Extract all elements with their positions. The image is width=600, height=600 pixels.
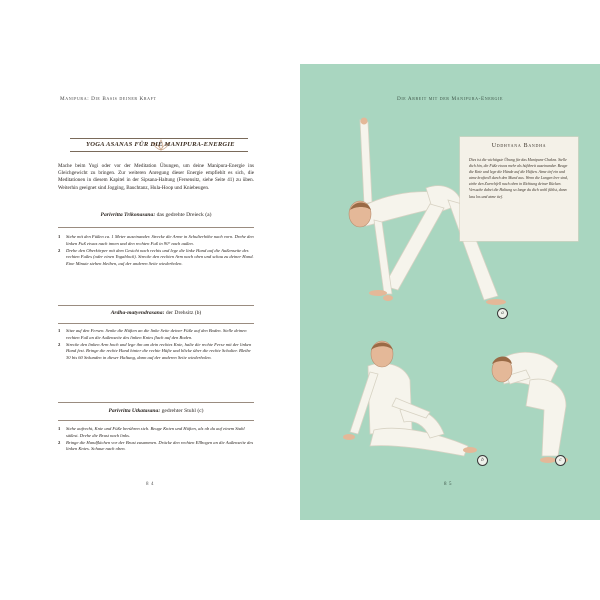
step-text: Bringe die Handflächen vor der Brust zusammen. Drücke den rechten Ellbogen an die Außenseite des linken Knies. Schaue nach oben. — [66, 439, 254, 452]
step-text: Strecke den linken Arm hoch und lege ihn um dein rechtes Knie, halte die rechte Ferse mit der linken Hand fest. Bringe die rechte Hand hinter die rechte Hüfte und blicke über die rechte Schulter. Bleibe 30 bis 60 Sekunden in dieser Haltung, dann auf der anderen Seite wiederholen. — [66, 341, 252, 361]
info-box-text: Dies ist die wichtigste Übung für das Manipura-Chakra. Stelle dich hin, die Füße etwas mehr als hüftbreit auseinander. Beuge die Knie und lege die Hände auf die Hüften. Atme tief ein und atme kraftvoll durch den Mund aus. Wenn die Lungen leer sind, ziehe den Zwerchfell nach oben in Richtung deiner Rücken. Versuche dabei die Haltung so lange du dich wohl fühlst, dann lass los und atme tief. — [469, 158, 568, 199]
rule — [58, 323, 254, 324]
rule — [58, 402, 254, 403]
section-title: YOGA ASANAS FÜR DIE MANIPURA-ENERGIE — [86, 141, 235, 148]
step-text: Drehe den Oberkörper mit dem Gesicht nach rechts und lege die linke Hand auf die Außenseite des rechten Fußes (oder einen Yogablock). Strecke den rechten Arm nach oben und schau zu deiner Hand. Eine Minute stehen bleiben, auf der anderen Seite wiederholen. — [66, 247, 254, 267]
yoga-figure-c — [486, 340, 576, 468]
figure-label-c: c — [555, 455, 566, 466]
steps-ardha — [58, 328, 254, 362]
step-item — [58, 328, 254, 342]
yoga-figure-b — [340, 338, 480, 468]
intro-paragraph: Mache beim Yogi oder vor der Meditation Übungen, um deine Manipura-Energie ins Gleichgewicht zu bringen. Zur weiteren Anregung dieser Energie empfiehlt es sich, die Meditationen in diesem Kapitel in der Sipsana-Haltung (Fersensitz, siehe Seite 41) zu üben. Weiterhin geeignet sind Jogging, Bauchtanz, Hula-Hoop und Kniebeugen. — [58, 163, 254, 191]
asana-heading-ardha — [58, 310, 254, 316]
step-item — [58, 426, 254, 440]
step-number: 1 — [58, 234, 61, 239]
step-item — [58, 248, 254, 268]
info-box-title: Uddhyana Bandha — [491, 143, 547, 149]
running-head-right: Die Arbeit mit der Manipura-Energie — [396, 96, 503, 102]
rule — [58, 420, 254, 421]
page-number-left: 8 4 — [146, 482, 155, 487]
step-number: 1 — [58, 426, 61, 431]
info-box-uddhyana — [460, 137, 578, 241]
asana-name: Parivritta Trikonasana: — [100, 212, 156, 218]
step-text: Stehe aufrecht, Knie und Füße berühren sich. Beuge Knien und Hüften, als ob du auf einem Stuhl säßest. Drehe die Brust nach links. — [66, 426, 245, 438]
asana-desc: der Drehsitz (b) — [165, 310, 202, 316]
step-item — [58, 342, 254, 362]
section-rule-bottom — [70, 151, 248, 152]
asana-heading-trikonasana — [58, 212, 254, 218]
step-number: 1 — [58, 328, 61, 333]
step-number: 2 — [58, 341, 61, 347]
steps-utkatasana — [58, 426, 254, 453]
steps-trikonasana — [58, 234, 254, 268]
asana-name: Parivritta Utkatasana: — [108, 408, 161, 414]
step-item — [58, 440, 254, 454]
step-text: Stehe mit den Füßen ca. 1 Meter auseinander. Strecke die Arme in Schulterhöhe nach vorn. Drehe den linken Fuß etwas nach innen und den rechten Fuß in 90° nach außen. — [66, 234, 254, 246]
figure-label-b: b — [477, 455, 488, 466]
asana-name: Ardha-matyendrasana: — [110, 310, 165, 316]
running-head-left: Manipura: Die Basis deiner Kraft — [60, 96, 157, 102]
asana-heading-utkatasana — [58, 408, 254, 414]
asana-desc: das gedrehte Dreieck (a) — [156, 212, 212, 218]
rule — [58, 305, 254, 306]
asana-desc: gedrehter Stuhl (c) — [161, 408, 204, 414]
rule — [58, 227, 254, 228]
step-text: Sitze auf den Fersen. Senke die Hüften an die linke Seite deiner Füße auf den Boden. Stelle deinen rechten Fuß an die Außenseite des linken Knies flach auf den Boden. — [66, 328, 247, 340]
step-number: 2 — [58, 439, 61, 445]
step-item — [58, 234, 254, 248]
page-number-right: 8 5 — [444, 482, 453, 487]
figure-label-a: a — [497, 308, 508, 319]
step-number: 2 — [58, 247, 61, 253]
